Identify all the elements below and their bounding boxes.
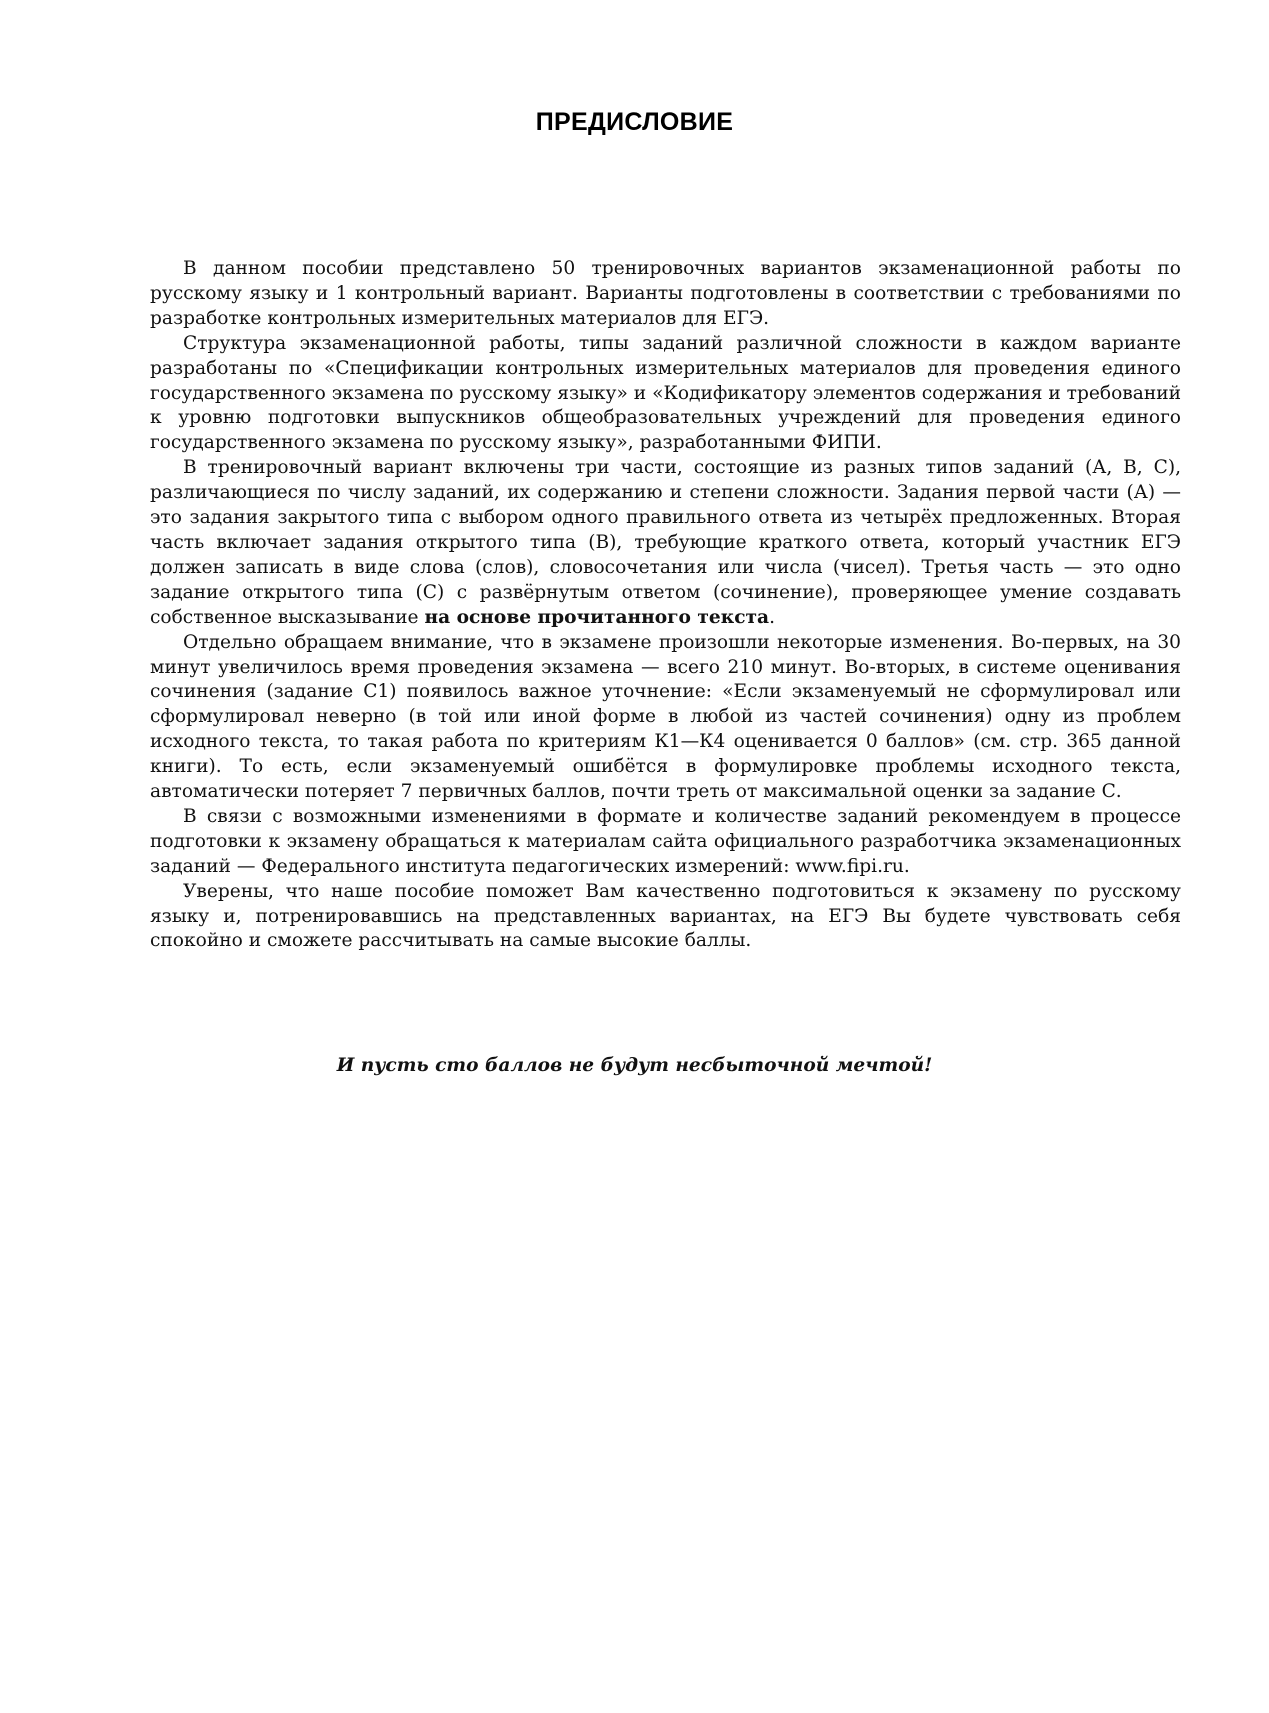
paragraph-confidence: Уверены, что наше пособие поможет Вам качественно подготовиться к экзамену по русскому языку и, потренировавшись на представленных вариантах, на ЕГЭ Вы будете чувствовать себя спокойно и сможете рассчитывать на самые высокие баллы. <box>150 880 1181 952</box>
paragraph-parts <box>150 456 1181 630</box>
paragraph-intro: В данном пособии представлено 50 тренировочных вариантов экзаменационной работы по русскому языку и 1 контрольный вариант. Варианты подготовлены в соответствии с требованиями по разработке контрольных измерительных материалов для ЕГЭ. <box>150 258 1181 329</box>
paragraph-parts-emphasis: на основе прочитанного текста <box>424 606 770 628</box>
paragraph-parts-text: В тренировочный вариант включены три части, состоящие из разных типов заданий (А, В, С), различающиеся по числу заданий, их содержанию и степени сложности. Задания первой части (А) — это задания закрытого типа с выбором одного правильного ответа из четырёх предложенных. Вторая часть включает задания открытого типа (В), требующие краткого ответа, который участник ЕГЭ должен записать в виде слова (слов), словосочетания или числа (чисел). Третья часть — это одно задание открытого типа (С) с развёрнутым ответом (сочинение), проверяющее умение создавать собственное высказывание <box>150 457 1181 628</box>
preface-body <box>150 257 1181 954</box>
page-title: ПРЕДИСЛОВИЕ <box>535 108 734 136</box>
closing-motto: И пусть сто баллов не будут несбыточной мечтой! <box>336 1055 933 1076</box>
paragraph-changes: Отдельно обращаем внимание, что в экзамене произошли некоторые изменения. Во-первых, на 30 минут увеличилось время проведения экзамена — всего 210 минут. Во-вторых, в системе оценивания сочинения (задание С1) появилось важное уточнение: «Если экзаменуемый не сформулировал или сформулировал неверно (в той или иной форме в любой из частей сочинения) одну из проблем исходного текста, то такая работа по критериям К1—К4 оценивается 0 баллов» (см. стр. 365 данной книги). То есть, если экзаменуемый ошибётся в формулировке проблемы исходного текста, автоматически потеряет 7 первичных баллов, почти треть от максимальной оценки за задание С. <box>150 631 1181 803</box>
paragraph-parts-end: . <box>769 606 776 628</box>
paragraph-recommendation: В связи с возможными изменениями в формате и количестве заданий рекомендуем в процессе подготовки к экзамену обращаться к материалам сайта официального разработчика экзаменационных заданий — Федерального института педагогических измерений: www.fipi.ru. <box>150 805 1181 877</box>
paragraph-structure: Структура экзаменационной работы, типы заданий различной сложности в каждом варианте разработаны по «Спецификации контрольных измерительных материалов для проведения единого государственного экзамена по русскому языку» и «Кодификатору элементов содержания и требований к уровню подготовки выпускников общеобразовательных учреждений для проведения единого государственного экзамена по русскому языку», разработанными ФИПИ. <box>150 332 1181 454</box>
